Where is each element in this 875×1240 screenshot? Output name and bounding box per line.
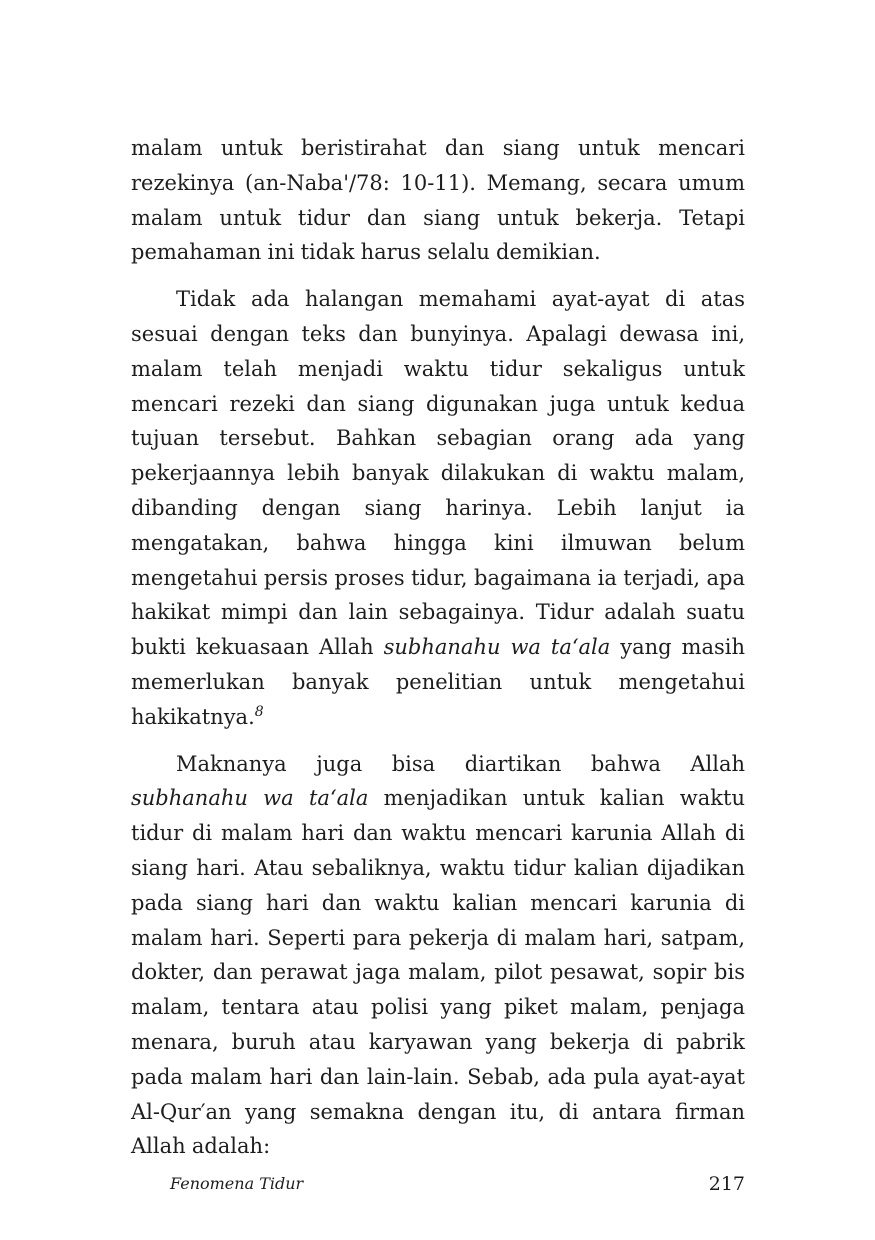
paragraph-3-text-b: menjadikan untuk kalian waktu tidur di malam hari dan waktu mencari karunia Allah di siang hari. Atau sebaliknya, waktu tidur kalian dijadikan pada siang hari dan waktu kalian mencari karunia di malam hari. Seperti para pekerja di malam hari, satpam, dokter, dan perawat jaga malam, pilot pesawat, sopir bis malam, tentara atau polisi yang piket malam, penjaga menara, buruh atau karyawan yang bekerja di pabrik pada malam hari dan lain-lain. Sebab, ada pula ayat-ayat Al-Qur′an yang semakna dengan itu, di antara firman Allah adalah: [131,786,745,1159]
footnote-reference[interactable]: 8 [254,703,264,720]
paragraph-2-text-a: Tidak ada halangan memahami ayat-ayat di atas sesuai dengan teks dan bunyinya. Apalagi dewasa ini, malam telah menjadi waktu tidur sekaligus untuk mencari rezeki dan siang digunakan juga untuk kedua tujuan tersebut. Bahkan sebagian orang ada yang pekerjaannya lebih banyak dilakukan di waktu malam, dibanding dengan siang harinya. Lebih lanjut ia mengatakan, bahwa hingga kini ilmuwan belum mengetahui persis proses tidur, bagaimana ia terjadi, apa hakikat mimpi dan lain sebagainya. Tidur adalah suatu bukti kekuasaan Allah [131,287,745,660]
paragraph-3 [131,747,745,1165]
paragraph-2-italic-term: subhanahu wa ta‘ala [383,635,611,660]
paragraph-1 [131,131,745,270]
footer-running-title: Fenomena Tidur [170,1174,304,1193]
paragraph-3-italic-term: subhanahu wa ta‘ala [131,786,369,811]
page-body [131,131,745,1176]
footer-page-number: 217 [708,1173,745,1195]
paragraph-1-text: malam untuk beristirahat dan siang untuk mencari rezekinya (an-Naba'/78: 10-11). Memang, secara umum malam untuk tidur dan siang untuk bekerja. Tetapi pemahaman ini tidak harus selalu demikian. [131,136,745,265]
paragraph-2 [131,282,745,734]
paragraph-3-text-a: Maknanya juga bisa diartikan bahwa Allah [176,751,745,776]
paragraph-2-text-b: yang masih memerlukan banyak penelitian untuk mengetahui hakikatnya. [131,635,745,729]
